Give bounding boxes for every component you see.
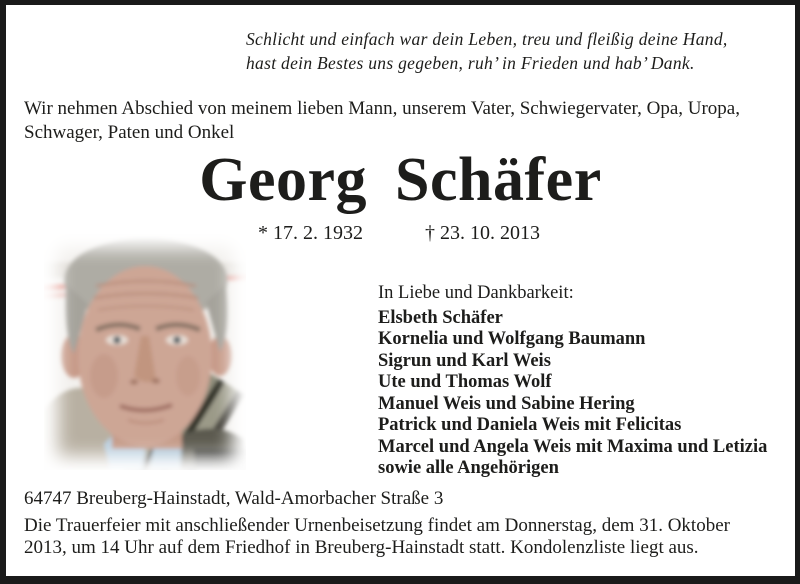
mourner-name: Sigrun und Karl Weis [378, 350, 551, 371]
mourner-name: Marcel und Angela Weis mit Maxima und Letizia [378, 436, 768, 457]
photo-nostril-left [130, 380, 138, 385]
photo-nostril-right [152, 379, 160, 384]
deceased-portrait-photo [44, 234, 246, 470]
funeral-info [24, 515, 730, 558]
funeral-info-line-1: Die Trauerfeier mit anschließender Urnenbeisetzung findet am Donnerstag, dem 31. Oktober [24, 515, 730, 536]
photo-cheek-right [176, 356, 200, 396]
mourner-name: Manuel Weis und Sabine Hering [378, 393, 635, 414]
mourner-name: Ute und Thomas Wolf [378, 372, 552, 392]
photo-jacket-shadow [194, 449, 246, 470]
mourner-name: sowie alle Angehörigen [378, 458, 559, 478]
epigraph-line-2: hast dein Bestes uns gegeben, ruh’ in Frieden und hab’ Dank. [246, 53, 695, 73]
mourners-heading: In Liebe und Dankbarkeit: [378, 283, 574, 303]
photo-iris-right [173, 336, 181, 344]
intro-line-1: Wir nehmen Abschied von meinem lieben Mann, unserem Vater, Schwiegervater, Opa, Uropa, [24, 98, 740, 119]
epigraph [246, 27, 728, 75]
mourner-name: Kornelia und Wolfgang Baumann [378, 329, 646, 349]
photo-cheek-left [90, 354, 118, 398]
deceased-name: Georg Schäfer [199, 146, 602, 214]
intro-line-2: Schwager, Paten und Onkel [24, 122, 235, 143]
funeral-info-line-2: 2013, um 14 Uhr auf dem Friedhof in Breuberg-Hainstadt statt. Kondolenzliste liegt aus. [24, 536, 699, 558]
mourner-name: Patrick und Daniela Weis mit Felicitas [378, 415, 682, 435]
epigraph-line-1: Schlicht und einfach war dein Leben, treu und fleißig deine Hand, [246, 29, 728, 49]
address-line: 64747 Breuberg-Hainstadt, Wald-Amorbacher Straße 3 [24, 488, 444, 509]
photo-iris-left [113, 336, 121, 344]
death-date: † 23. 10. 2013 [425, 222, 540, 244]
intro-text [24, 97, 740, 145]
portrait-illustration [44, 234, 246, 470]
birth-date: * 17. 2. 1932 [258, 222, 363, 244]
mourners-list [378, 283, 767, 480]
mourner-name: Elsbeth Schäfer [378, 307, 503, 328]
